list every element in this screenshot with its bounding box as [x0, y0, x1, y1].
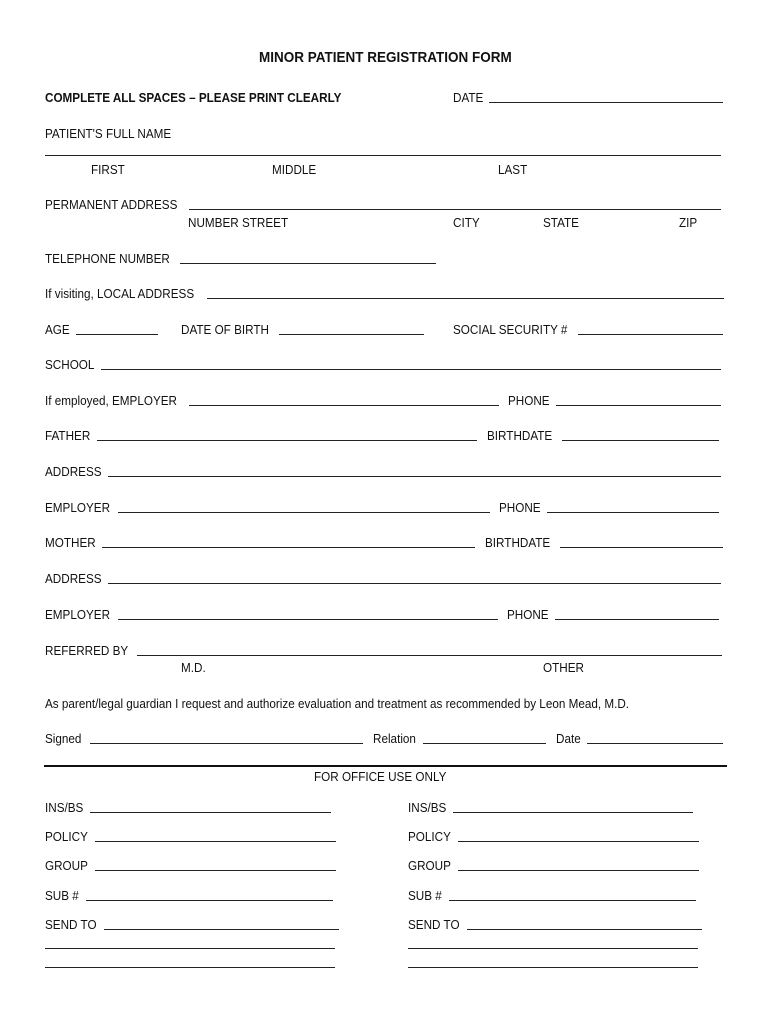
patient-employer-label: If employed, EMPLOYER	[45, 393, 178, 408]
office-left-send-to-line-2[interactable]	[45, 948, 335, 949]
middle-name-caption: MIDDLE	[272, 162, 317, 177]
permanent-address-field[interactable]	[189, 209, 721, 210]
number-street-caption: NUMBER STREET	[188, 215, 289, 230]
referred-by-label: REFERRED BY	[45, 643, 129, 658]
patient-employer-field[interactable]	[189, 405, 499, 406]
office-right-ins-field[interactable]	[453, 812, 693, 813]
office-right-ins-label: INS/BS	[408, 800, 447, 815]
office-left-send-to-line-3[interactable]	[45, 967, 335, 968]
dob-field[interactable]	[279, 334, 424, 335]
office-left-send-to-field[interactable]	[104, 929, 339, 930]
office-right-policy-label: POLICY	[408, 829, 451, 844]
telephone-label: TELEPHONE NUMBER	[45, 251, 170, 266]
mother-label: MOTHER	[45, 535, 96, 550]
mother-employer-field[interactable]	[118, 619, 498, 620]
office-left-sub-label: SUB #	[45, 888, 79, 903]
father-address-field[interactable]	[108, 476, 721, 477]
father-address-label: ADDRESS	[45, 464, 102, 479]
local-address-field[interactable]	[207, 298, 724, 299]
zip-caption: ZIP	[679, 215, 698, 230]
instructions-text: COMPLETE ALL SPACES – PLEASE PRINT CLEARLY	[45, 90, 342, 105]
signature-date-field[interactable]	[587, 743, 723, 744]
form-title: MINOR PATIENT REGISTRATION FORM	[258, 49, 512, 66]
signature-field[interactable]	[90, 743, 363, 744]
office-left-send-to-label: SEND TO	[45, 917, 97, 932]
father-employer-label: EMPLOYER	[45, 500, 111, 515]
relation-label: Relation	[373, 731, 416, 746]
permanent-address-label: PERMANENT ADDRESS	[45, 197, 178, 212]
office-section-divider	[44, 765, 727, 767]
office-right-send-to-line-3[interactable]	[408, 967, 698, 968]
age-field[interactable]	[76, 334, 158, 335]
patient-employer-phone-label: PHONE	[508, 393, 550, 408]
office-right-send-to-line-2[interactable]	[408, 948, 698, 949]
full-name-field[interactable]	[45, 155, 721, 156]
authorization-statement: As parent/legal guardian I request and authorize evaluation and treatment as recommended by Leon Mead, M.D.	[45, 696, 630, 711]
md-caption: M.D.	[181, 660, 206, 675]
office-right-group-label: GROUP	[408, 858, 451, 873]
office-right-group-field[interactable]	[458, 870, 699, 871]
father-employer-field[interactable]	[118, 512, 490, 513]
office-use-heading: FOR OFFICE USE ONLY	[314, 769, 447, 784]
father-birthdate-label: BIRTHDATE	[487, 428, 553, 443]
mother-employer-phone-label: PHONE	[507, 607, 549, 622]
other-caption: OTHER	[543, 660, 584, 675]
last-name-caption: LAST	[498, 162, 528, 177]
office-left-ins-label: INS/BS	[45, 800, 84, 815]
father-employer-phone-label: PHONE	[499, 500, 541, 515]
mother-employer-label: EMPLOYER	[45, 607, 111, 622]
local-address-label: If visiting, LOCAL ADDRESS	[45, 286, 195, 301]
father-employer-phone-field[interactable]	[547, 512, 719, 513]
office-left-ins-field[interactable]	[90, 812, 331, 813]
mother-field[interactable]	[102, 547, 475, 548]
date-label: DATE	[453, 90, 484, 105]
office-right-policy-field[interactable]	[458, 841, 699, 842]
mother-employer-phone-field[interactable]	[555, 619, 719, 620]
signature-date-label: Date	[556, 731, 581, 746]
first-name-caption: FIRST	[91, 162, 125, 177]
relation-field[interactable]	[423, 743, 546, 744]
father-field[interactable]	[97, 440, 477, 441]
office-left-group-field[interactable]	[95, 870, 336, 871]
office-right-sub-field[interactable]	[449, 900, 696, 901]
office-right-send-to-label: SEND TO	[408, 917, 460, 932]
school-field[interactable]	[101, 369, 721, 370]
father-birthdate-field[interactable]	[562, 440, 719, 441]
telephone-field[interactable]	[180, 263, 436, 264]
referred-by-field[interactable]	[137, 655, 722, 656]
mother-address-field[interactable]	[108, 583, 721, 584]
office-left-policy-field[interactable]	[95, 841, 336, 842]
office-left-policy-label: POLICY	[45, 829, 88, 844]
patient-employer-phone-field[interactable]	[556, 405, 721, 406]
city-caption: CITY	[453, 215, 480, 230]
age-label: AGE	[45, 322, 70, 337]
office-right-sub-label: SUB #	[408, 888, 442, 903]
mother-address-label: ADDRESS	[45, 571, 102, 586]
full-name-label: PATIENT'S FULL NAME	[45, 126, 172, 141]
office-left-sub-field[interactable]	[86, 900, 333, 901]
mother-birthdate-field[interactable]	[560, 547, 723, 548]
office-left-group-label: GROUP	[45, 858, 88, 873]
ssn-label: SOCIAL SECURITY #	[453, 322, 568, 337]
office-right-send-to-field[interactable]	[467, 929, 702, 930]
signed-label: Signed	[45, 731, 82, 746]
school-label: SCHOOL	[45, 357, 95, 372]
father-label: FATHER	[45, 428, 91, 443]
mother-birthdate-label: BIRTHDATE	[485, 535, 551, 550]
state-caption: STATE	[543, 215, 579, 230]
date-field[interactable]	[489, 102, 723, 103]
dob-label: DATE OF BIRTH	[181, 322, 269, 337]
ssn-field[interactable]	[578, 334, 723, 335]
